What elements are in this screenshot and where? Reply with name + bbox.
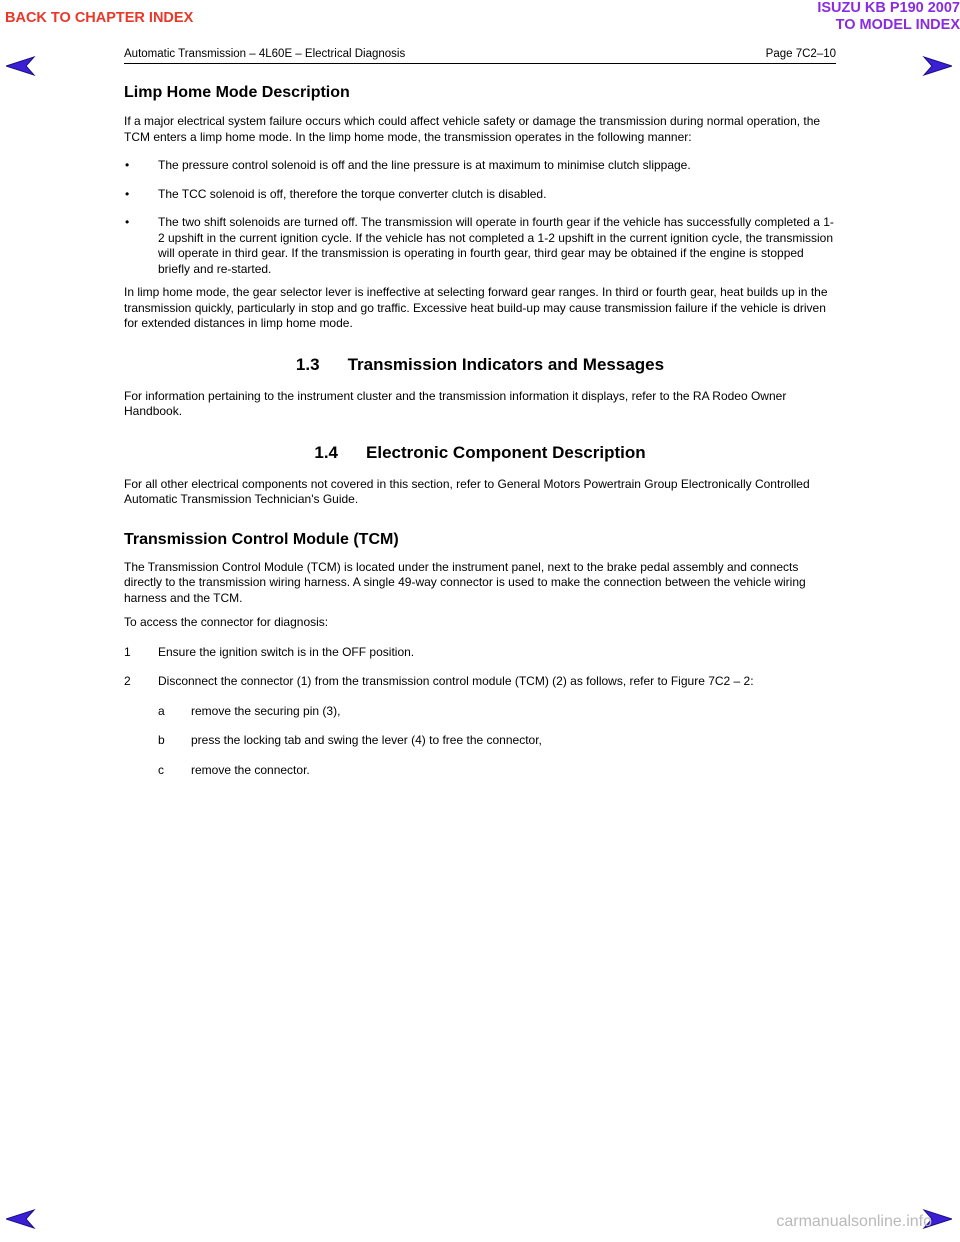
next-page-arrow-icon[interactable] bbox=[922, 56, 952, 76]
section-number: 1.3 bbox=[295, 354, 320, 374]
section-1-4-text: For all other electrical components not covered in this section, refer to General Motors Powertrain Group Electronically Controlled Automatic Transmission Technician's Guide. bbox=[124, 476, 810, 506]
list-item: c remove the connector. bbox=[158, 762, 310, 777]
section-title: Transmission Indicators and Messages bbox=[347, 354, 665, 374]
bullet-icon: • bbox=[125, 186, 130, 201]
section-1-3-heading bbox=[124, 354, 836, 376]
list-item: • The pressure control solenoid is off and the line pressure is at maximum to minimise clutch slippage. bbox=[125, 158, 691, 172]
section-1-4-heading bbox=[124, 442, 836, 464]
tcm-access-text: To access the connector for diagnosis: bbox=[124, 615, 329, 629]
step-number: 1 bbox=[124, 644, 131, 659]
list-item: 1 Ensure the ignition switch is in the OFF position. bbox=[124, 644, 415, 659]
list-item: a remove the securing pin (3), bbox=[158, 703, 341, 718]
tcm-heading: Transmission Control Module (TCM) bbox=[124, 530, 399, 548]
to-model-index-label[interactable]: TO MODEL INDEX bbox=[835, 17, 960, 33]
section-title: Electronic Component Description bbox=[366, 442, 646, 462]
previous-page-arrow-icon[interactable] bbox=[6, 56, 36, 76]
watermark: carmanualsonline.info bbox=[776, 1213, 932, 1230]
page-content bbox=[124, 83, 836, 778]
section-1-3-text: For information pertaining to the instrument cluster and the transmission information it displays, refer to the RA Rodeo Owner Handbook. bbox=[124, 388, 787, 418]
running-header bbox=[124, 47, 836, 64]
limp-home-closing: In limp home mode, the gear selector lever is ineffective at selecting forward gear ranges. In third or fourth gear, heat builds up in the transmission quickly, particularly in stop and go traffic. Excessive heat build-up may cause transmission failure if the vehicle is driven for extended distances in limp home mode. bbox=[124, 285, 828, 330]
substep-letter: c bbox=[158, 762, 164, 777]
document-title: Automatic Transmission – 4L60E – Electrical Diagnosis bbox=[124, 48, 406, 60]
section-number: 1.4 bbox=[314, 442, 339, 462]
step-number: 2 bbox=[124, 674, 131, 688]
page-number: Page 7C2–10 bbox=[765, 48, 836, 60]
list-item: 2 Disconnect the connector (1) from the transmission control module (TCM) (2) as follows, refer to Figure 7C2 – 2: bbox=[124, 674, 754, 688]
bullet-icon: • bbox=[125, 215, 130, 229]
list-item: • The TCC solenoid is off, therefore the torque converter clutch is disabled. bbox=[125, 186, 547, 201]
bullet-icon: • bbox=[125, 158, 130, 172]
list-item: b press the locking tab and swing the lever (4) to free the connector, bbox=[158, 733, 542, 747]
substep-letter: b bbox=[158, 733, 165, 747]
substep-letter: a bbox=[158, 703, 165, 718]
list-item: • The two shift solenoids are turned off. The transmission will operate in fourth gear if the vehicle has successfully completed a 1-2 upshift in the current ignition cycle. If the vehicle has not completed a 1-2 upshift in the current ignition cycle, the transmission will operate in third gear. If the transmission is operating in fourth gear, third gear may be obtained if the engine is stopped briefly and re-started. bbox=[125, 215, 834, 276]
previous-page-arrow-icon[interactable] bbox=[6, 1209, 36, 1229]
model-title[interactable]: ISUZU KB P190 2007 bbox=[817, 0, 960, 16]
back-to-chapter-index-link[interactable]: BACK TO CHAPTER INDEX bbox=[5, 10, 194, 26]
tcm-text: The Transmission Control Module (TCM) is located under the instrument panel, next to the brake pedal assembly and connects directly to the transmission wiring harness. A single 49-way connector is used to make the connection between the vehicle wiring harness and the TCM. bbox=[124, 559, 806, 605]
limp-home-intro: If a major electrical system failure occurs which could affect vehicle safety or damage the transmission during normal operation, the TCM enters a limp home mode. In the limp home mode, the transmission operates in the following manner: bbox=[124, 114, 821, 144]
limp-home-heading: Limp Home Mode Description bbox=[124, 84, 350, 101]
